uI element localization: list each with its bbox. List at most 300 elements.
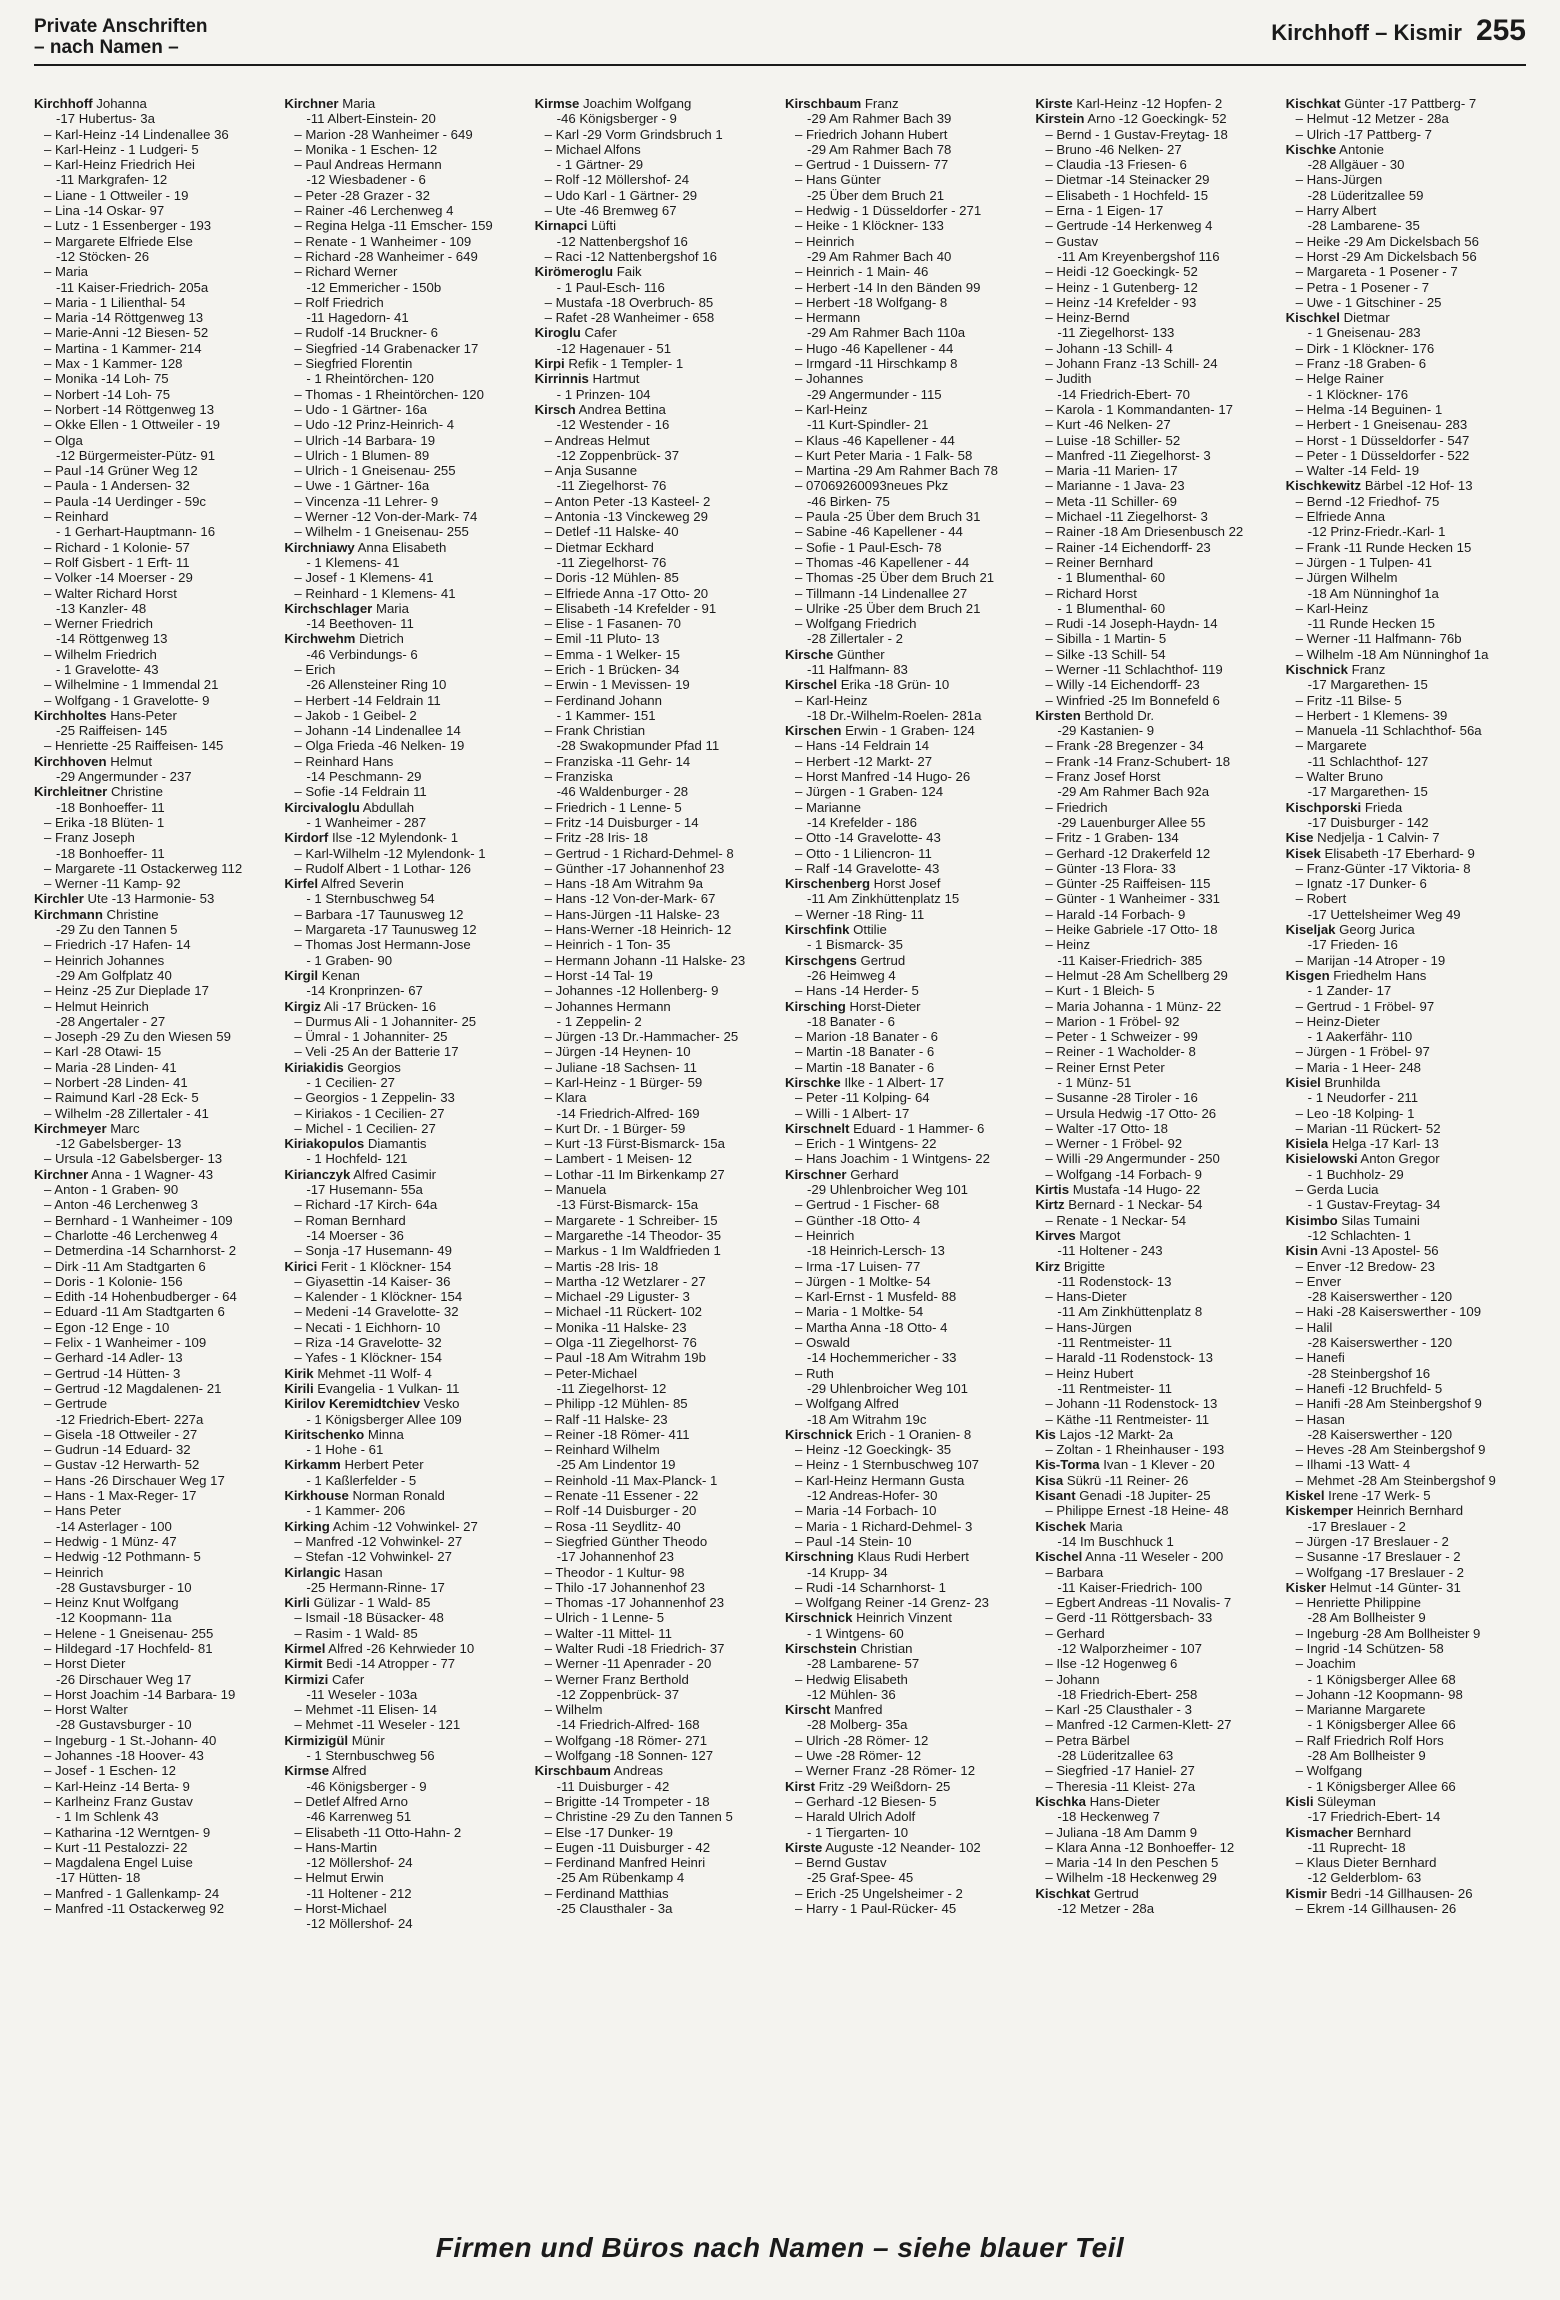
listing-entry [785, 463, 1029, 478]
entry-text: – Maria -14 Röttgenweg 13 [44, 310, 204, 326]
entry-text: – Henriette Philippine [1295, 1595, 1422, 1611]
entry-text: -29 Am Rahmer Bach 40 [806, 248, 952, 264]
address-line [1286, 188, 1530, 203]
entry-text: – Hans-Dieter [1045, 1289, 1127, 1305]
listing-entry [535, 1029, 779, 1044]
entry-text: – Martina -29 Am Rahmer Bach 78 [794, 463, 999, 479]
listing-entry [535, 861, 779, 876]
entry-text: – Maria -14 Forbach- 10 [794, 1503, 937, 1519]
listing-entry [1035, 1763, 1279, 1778]
listing-entry [535, 172, 779, 187]
surname-entry [284, 540, 528, 555]
surname-entry [284, 1427, 528, 1442]
listing-entry [785, 983, 1029, 998]
listing-entry [785, 433, 1029, 448]
entry-text: – Jakob - 1 Geibel- 2 [294, 707, 417, 723]
address-line [284, 647, 528, 662]
entry-text: -11 Kaiser-Friedrich- 205a [56, 279, 209, 295]
address-line [1035, 1075, 1279, 1090]
listing-entry [1286, 1595, 1530, 1610]
entry-text: – Gertrud -12 Magdalenen- 21 [44, 1380, 222, 1396]
entry-text: -28 Kaiserswerther - 120 [1307, 1289, 1453, 1305]
listing-entry [1035, 1595, 1279, 1610]
entry-text: Horst Josef [870, 876, 941, 892]
entry-text: – Günter -25 Raiffeisen- 115 [1045, 876, 1211, 892]
entry-text: – Klaus Dieter Bernhard [1295, 1855, 1437, 1871]
address-line [34, 662, 278, 677]
entry-text: – Ingrid -14 Schützen- 58 [1295, 1640, 1444, 1656]
directory-column-1 [34, 96, 278, 2226]
entry-text: Mehmet -11 Wolf- 4 [313, 1365, 432, 1381]
entry-text: – Udo -12 Prinz-Heinrich- 4 [294, 417, 455, 433]
entry-text: – Willi -29 Angermunder - 250 [1045, 1151, 1220, 1167]
address-line [785, 249, 1029, 264]
listing-entry [1286, 1733, 1530, 1748]
entry-text: – Günter - 1 Wanheimer - 331 [1045, 891, 1221, 907]
address-line [1035, 570, 1279, 585]
entry-text: – Petra - 1 Posener - 7 [1295, 279, 1430, 295]
entry-text: – Friedrich -17 Hafen- 14 [44, 937, 191, 953]
entry-text: – Walter Rudi -18 Friedrich- 37 [544, 1640, 725, 1656]
entry-text: – Paula - 1 Andersen- 32 [44, 478, 190, 494]
listing-entry [785, 540, 1029, 555]
listing-entry [785, 509, 1029, 524]
entry-text: -11 Hagedorn- 41 [306, 310, 409, 326]
listing-entry [785, 127, 1029, 142]
section-title [34, 16, 208, 58]
entry-text: – Oswald [794, 1335, 850, 1351]
entry-text: – Karl-Heinz -14 Berta- 9 [44, 1778, 190, 1794]
address-line [785, 1565, 1029, 1580]
address-line [1286, 677, 1530, 692]
surname: Kischel [1035, 1549, 1083, 1565]
listing-entry [1286, 1121, 1530, 1136]
entry-text: -28 Am Bollheister 9 [1307, 1610, 1426, 1626]
listing-entry [785, 1090, 1029, 1105]
listing-entry [535, 1396, 779, 1411]
entry-text: -12 Zoppenbrück- 37 [556, 447, 680, 463]
entry-text: Alfred [329, 1763, 367, 1779]
entry-text: – Haki -28 Kaiserswerther - 109 [1295, 1304, 1482, 1320]
entry-text: - 1 Aakerfähr- 110 [1307, 1029, 1413, 1045]
entry-text: Anna Elisabeth [354, 539, 447, 555]
entry-text: Achim -12 Vohwinkel- 27 [329, 1518, 478, 1534]
entry-text: – Hedwig Elisabeth [794, 1671, 908, 1687]
listing-entry [1035, 1167, 1279, 1182]
entry-text: Süleyman [1313, 1793, 1376, 1809]
listing-entry [1286, 1274, 1530, 1289]
entry-text: Alfred -26 Kehrwieder 10 [325, 1640, 475, 1656]
entry-text: Elisabeth -17 Eberhard- 9 [1320, 845, 1475, 861]
listing-entry [34, 1488, 278, 1503]
listing-entry [284, 203, 528, 218]
address-line [34, 1809, 278, 1824]
listing-entry [535, 1213, 779, 1228]
address-line [284, 1228, 528, 1243]
listing-entry [785, 1580, 1029, 1595]
surname-entry [785, 922, 1029, 937]
entry-text: – Helmut -12 Metzer - 28a [1295, 111, 1449, 127]
listing-entry [284, 1044, 528, 1059]
surname: Kirking [284, 1518, 330, 1534]
entry-text: – Johann -11 Rodenstock- 13 [1045, 1396, 1218, 1412]
listing-entry [1286, 1687, 1530, 1702]
entry-text: – Gerd -11 Röttgersbach- 33 [1045, 1610, 1213, 1626]
surname-entry [284, 1595, 528, 1610]
entry-text: -28 Molberg- 35a [806, 1717, 908, 1733]
listing-entry [1035, 738, 1279, 753]
entry-text: – Martha -12 Wetzlarer - 27 [544, 1273, 706, 1289]
entry-text: – Stefan -12 Vohwinkel- 27 [294, 1549, 452, 1565]
entry-text: - 1 Klöckner- 176 [1307, 386, 1409, 402]
listing-entry [1035, 800, 1279, 815]
entry-text: – Doris -12 Mühlen- 85 [544, 570, 679, 586]
address-line [1286, 1289, 1530, 1304]
entry-text: Maria [1085, 1518, 1123, 1534]
listing-entry [1035, 1289, 1279, 1304]
entry-text: – Elisabeth -11 Otto-Hahn- 2 [294, 1824, 462, 1840]
entry-text: – Rolf -14 Duisburger - 20 [544, 1503, 697, 1519]
listing-entry [284, 693, 528, 708]
entry-text: – Hermann Johann -11 Halske- 23 [544, 952, 746, 968]
listing-entry [785, 1029, 1029, 1044]
entry-text: – Gertrud - 1 Duissern- 77 [794, 157, 949, 173]
listing-entry [34, 509, 278, 524]
listing-entry [1286, 1044, 1530, 1059]
entry-text: – Elfriede Anna [1295, 509, 1386, 525]
listing-entry [785, 1534, 1029, 1549]
entry-text: – Udo - 1 Gärtner- 16a [294, 401, 428, 417]
entry-text: – Wolfgang - 1 Gravelotte- 9 [44, 692, 210, 708]
surname-entry [785, 1427, 1029, 1442]
address-line [535, 1549, 779, 1564]
entry-text: – Karl-Heinz [1295, 600, 1369, 616]
listing-entry [284, 1320, 528, 1335]
surname: Kiskel [1285, 1488, 1325, 1504]
entry-text: – Else -17 Dunker- 19 [544, 1824, 673, 1840]
entry-text: – Claudia -13 Friesen- 6 [1045, 157, 1187, 173]
listing-entry [785, 754, 1029, 769]
entry-text: -18 Bonhoeffer- 11 [56, 845, 165, 861]
listing-entry [284, 264, 528, 279]
surname: Kismir [1285, 1885, 1327, 1901]
entry-text: – Frank Christian [544, 723, 646, 739]
surname: Kiskemper [1285, 1503, 1354, 1519]
entry-text: – Georgios - 1 Zeppelin- 33 [294, 1090, 455, 1106]
listing-entry [535, 1044, 779, 1059]
entry-text: – Johann Franz -13 Schill- 24 [1045, 356, 1218, 372]
entry-text: Silas Tumaini [1337, 1212, 1420, 1228]
surname-entry [1286, 1151, 1530, 1166]
surname-entry [1035, 1473, 1279, 1488]
entry-text: -28 Steinbergshof 16 [1307, 1365, 1431, 1381]
entry-text: – Karl-Heinz Hermann Gusta [794, 1472, 965, 1488]
listing-entry [284, 1870, 528, 1885]
listing-entry [1286, 1534, 1530, 1549]
listing-entry [34, 1457, 278, 1472]
listing-entry [284, 1350, 528, 1365]
listing-entry [535, 1243, 779, 1258]
entry-text: -25 Clausthaler - 3a [556, 1901, 673, 1917]
entry-text: Arno -12 Goeckingk- 52 [1084, 111, 1227, 127]
listing-entry [284, 1825, 528, 1840]
listing-entry [34, 1090, 278, 1105]
directory-column-6 [1286, 96, 1530, 2226]
entry-text: – Herbert -12 Markt- 27 [794, 753, 933, 769]
entry-text: – Helmut Heinrich [44, 998, 149, 1014]
entry-text: – Ingeburg - 1 St.-Johann- 40 [44, 1732, 217, 1748]
listing-entry [1286, 1304, 1530, 1319]
entry-text: -14 Krefelder - 186 [806, 814, 917, 830]
address-line [1035, 1641, 1279, 1656]
address-line [284, 1580, 528, 1595]
listing-entry [535, 1503, 779, 1518]
entry-text: Frieda [1361, 799, 1403, 815]
listing-entry [785, 861, 1029, 876]
entry-text: – Mustafa -18 Overbruch- 85 [544, 294, 714, 310]
listing-entry [284, 509, 528, 524]
listing-entry [34, 830, 278, 845]
address-line [1286, 1519, 1530, 1534]
entry-text: – Renate - 1 Wanheimer - 109 [294, 233, 472, 249]
entry-text: -25 Am Rübenkamp 4 [556, 1870, 685, 1886]
entry-text: – Olga [44, 432, 83, 448]
listing-entry [535, 1366, 779, 1381]
listing-entry [535, 876, 779, 891]
listing-entry [1035, 1825, 1279, 1840]
listing-entry [785, 1473, 1029, 1488]
entry-text: – Doris - 1 Kolonie- 156 [44, 1273, 183, 1289]
address-line [1286, 1610, 1530, 1625]
entry-text: – Hedwig - 1 Münz- 47 [44, 1533, 177, 1549]
listing-entry [785, 1733, 1029, 1748]
entry-text: -18 Dr.-Wilhelm-Roelen- 281a [806, 707, 982, 723]
listing-entry [785, 769, 1029, 784]
entry-text: – Elise - 1 Fasanen- 70 [544, 616, 682, 632]
surname-entry [785, 1075, 1029, 1090]
listing-entry [1035, 524, 1279, 539]
entry-text: – Johannes Hermann [544, 998, 671, 1014]
entry-text: – Siegfried Günther Theodo [544, 1533, 708, 1549]
entry-text: – Hermann [794, 310, 861, 326]
entry-text: – Henriette -25 Raiffeisen- 145 [44, 738, 224, 754]
surname-entry [1035, 1197, 1279, 1212]
entry-text: Alfred Severin [318, 876, 404, 892]
entry-text: Erika -18 Grün- 10 [837, 677, 950, 693]
surname: Kisimbo [1285, 1212, 1338, 1228]
listing-entry [1035, 907, 1279, 922]
entry-text: – Winfried -25 Im Bonnefeld 6 [1045, 692, 1220, 708]
surname: Kirschbaum [534, 1763, 611, 1779]
entry-text: – Otto -14 Gravelotte- 43 [794, 830, 941, 846]
entry-text: – Riza -14 Gravelotte- 32 [294, 1335, 442, 1351]
listing-entry [785, 830, 1029, 845]
entry-text: – Charlotte -46 Lerchenweg 4 [44, 1227, 218, 1243]
entry-text: – Ulrich -17 Pattberg- 7 [1295, 126, 1432, 142]
entry-text: – Medeni -14 Gravelotte- 32 [294, 1304, 459, 1320]
listing-entry [1035, 754, 1279, 769]
address-line [785, 815, 1029, 830]
entry-text: -11 Am Kreyenbergshof 116 [1057, 248, 1220, 264]
surname-entry [284, 1136, 528, 1151]
surname-entry [1286, 1243, 1530, 1258]
entry-text: – Kurt - 1 Bleich- 5 [1045, 983, 1155, 999]
listing-entry [1286, 1320, 1530, 1335]
entry-text: – Heinrich [794, 1227, 855, 1243]
entry-text: – Reinhard [44, 509, 109, 525]
entry-text: Anna -11 Weseler - 200 [1082, 1549, 1224, 1565]
entry-text: -11 Halfmann- 83 [806, 661, 908, 677]
listing-entry [1286, 1473, 1530, 1488]
entry-text: – Marian -11 Rückert- 52 [1295, 1120, 1441, 1136]
listing-entry [34, 570, 278, 585]
entry-text: – Jürgen Wilhelm [1295, 570, 1398, 586]
listing-entry [1286, 1412, 1530, 1427]
entry-text: Franz [1347, 661, 1386, 677]
entry-text: – Wolfgang Reiner -14 Grenz- 23 [794, 1595, 989, 1611]
address-line [1035, 1809, 1279, 1824]
listing-entry [785, 738, 1029, 753]
listing-entry [1035, 280, 1279, 295]
entry-text: -14 Friedrich-Alfred- 169 [556, 1105, 700, 1121]
address-line [785, 142, 1029, 157]
entry-text: – Meta -11 Schiller- 69 [1045, 493, 1178, 509]
entry-text: – Margarete Elfriede Else [44, 233, 193, 249]
listing-entry [1035, 968, 1279, 983]
entry-text: – Michael Alfons [544, 141, 641, 157]
entry-text: -28 Zillertaler - 2 [806, 631, 903, 647]
entry-text: – Martin -18 Banater - 6 [794, 1044, 935, 1060]
listing-entry [535, 1259, 779, 1274]
entry-text: – Franz Joseph [44, 830, 135, 846]
listing-entry [1035, 1029, 1279, 1044]
entry-text: – Rainer -46 Lerchenweg 4 [294, 203, 454, 219]
listing-entry [1286, 738, 1530, 753]
entry-text: – Horst - 1 Düsseldorfer - 547 [1295, 432, 1470, 448]
entry-text: – Heike - 1 Klöckner- 133 [794, 218, 944, 234]
entry-text: – Kalender - 1 Klöckner- 154 [294, 1289, 463, 1305]
listing-entry [1035, 494, 1279, 509]
listing-entry [535, 1182, 779, 1197]
entry-text: -18 Friedrich-Ebert- 258 [1057, 1686, 1198, 1702]
listing-entry [1286, 203, 1530, 218]
entry-text: Gülizar - 1 Wald- 85 [309, 1595, 431, 1611]
listing-entry [1035, 891, 1279, 906]
listing-entry [1035, 1106, 1279, 1121]
listing-entry [1035, 1733, 1279, 1748]
entry-text: – Heinz -25 Zur Dieplade 17 [44, 983, 209, 999]
entry-text: – Heinz - 1 Sternbuschweg 107 [794, 1457, 979, 1473]
address-line [535, 1901, 779, 1916]
listing-entry [34, 1534, 278, 1549]
address-line [34, 601, 278, 616]
directory-columns [34, 96, 1530, 2226]
listing-entry [34, 1626, 278, 1641]
address-line [284, 769, 528, 784]
listing-entry [785, 1274, 1029, 1289]
surname-entry [785, 953, 1029, 968]
entry-text: – Karl -29 Vorm Grindsbruch 1 [544, 126, 723, 142]
entry-text: – Hans -14 Herder- 5 [794, 983, 919, 999]
entry-text: – Thilo -17 Johannenhof 23 [544, 1579, 705, 1595]
surname: Kischnick [1285, 661, 1348, 677]
entry-text: – Erich - 1 Wintgens- 22 [794, 1136, 937, 1152]
listing-entry [785, 295, 1029, 310]
address-line [1286, 1748, 1530, 1763]
entry-text: - 1 Cecilien- 27 [306, 1075, 396, 1090]
listing-entry [535, 1794, 779, 1809]
entry-text: – Gertrud -14 Hütten- 3 [44, 1365, 181, 1381]
entry-text: -12 Nattenbergshof 16 [556, 233, 688, 249]
listing-entry [785, 1366, 1029, 1381]
entry-text: - 1 Königsberger Allee 66 [1307, 1778, 1456, 1794]
listing-entry [1286, 448, 1530, 463]
entry-text: – Reiner Bernhard [1045, 554, 1154, 570]
address-line [34, 1136, 278, 1151]
surname: Kirgiz [284, 998, 321, 1014]
entry-text: Auguste -12 Neander- 102 [822, 1839, 981, 1855]
address-line [34, 280, 278, 295]
entry-text: – Monika - 1 Eschen- 12 [294, 141, 438, 157]
entry-text: – Werner - 1 Fröbel- 92 [1045, 1136, 1183, 1152]
surname-entry [284, 1656, 528, 1671]
entry-text: Hans-Peter [106, 707, 177, 723]
listing-entry [34, 494, 278, 509]
entry-text: – Zoltan - 1 Rheinhauser - 193 [1045, 1442, 1225, 1458]
entry-text: – Manfred - 1 Gallenkamp- 24 [44, 1885, 220, 1901]
entry-text: – Volker -14 Moerser - 29 [44, 570, 193, 586]
listing-entry [34, 1427, 278, 1442]
entry-text: - 1 Hohe - 61 [306, 1442, 384, 1458]
entry-text: -13 Fürst-Bismarck- 15a [556, 1197, 699, 1213]
listing-entry [34, 876, 278, 891]
entry-text: Lüfti [587, 218, 617, 234]
listing-entry [284, 723, 528, 738]
listing-entry [34, 647, 278, 662]
surname-entry [785, 876, 1029, 891]
entry-text: – Wilhelmine - 1 Immendal 21 [44, 677, 219, 693]
entry-text: – Gerhard -12 Biesen- 5 [794, 1793, 937, 1809]
listing-entry [1035, 433, 1279, 448]
entry-text: Anna - 1 Wagner- 43 [88, 1166, 214, 1182]
listing-entry [34, 142, 278, 157]
entry-text: – Necati - 1 Eichhorn- 10 [294, 1319, 441, 1335]
listing-entry [535, 433, 779, 448]
listing-entry [34, 1687, 278, 1702]
listing-entry [1035, 203, 1279, 218]
entry-text: – Yafes - 1 Klöckner- 154 [294, 1350, 442, 1366]
entry-text: – Erika -18 Blüten- 1 [44, 814, 165, 830]
listing-entry [535, 1304, 779, 1319]
entry-text: – Robert [1295, 891, 1347, 907]
entry-text: Hans-Dieter [1085, 1793, 1160, 1809]
surname: Kirschstein [784, 1640, 857, 1656]
entry-text: -29 Am Golfplatz 40 [56, 967, 172, 983]
surname-entry [1286, 1488, 1530, 1503]
entry-text: -46 Waldenburger - 28 [556, 784, 689, 800]
entry-text: – Ulrich - 1 Lenne- 5 [544, 1610, 665, 1626]
entry-text: – Gustav -12 Herwarth- 52 [44, 1457, 200, 1473]
address-line [535, 478, 779, 493]
surname-entry [1035, 708, 1279, 723]
listing-entry [535, 1809, 779, 1824]
listing-entry [284, 218, 528, 233]
listing-entry [535, 891, 779, 906]
surname-entry [785, 1610, 1029, 1625]
entry-text: – Peter -28 Grazer - 32 [294, 187, 430, 203]
listing-entry [1035, 983, 1279, 998]
entry-text: – Günther -18 Otto- 4 [794, 1212, 921, 1228]
